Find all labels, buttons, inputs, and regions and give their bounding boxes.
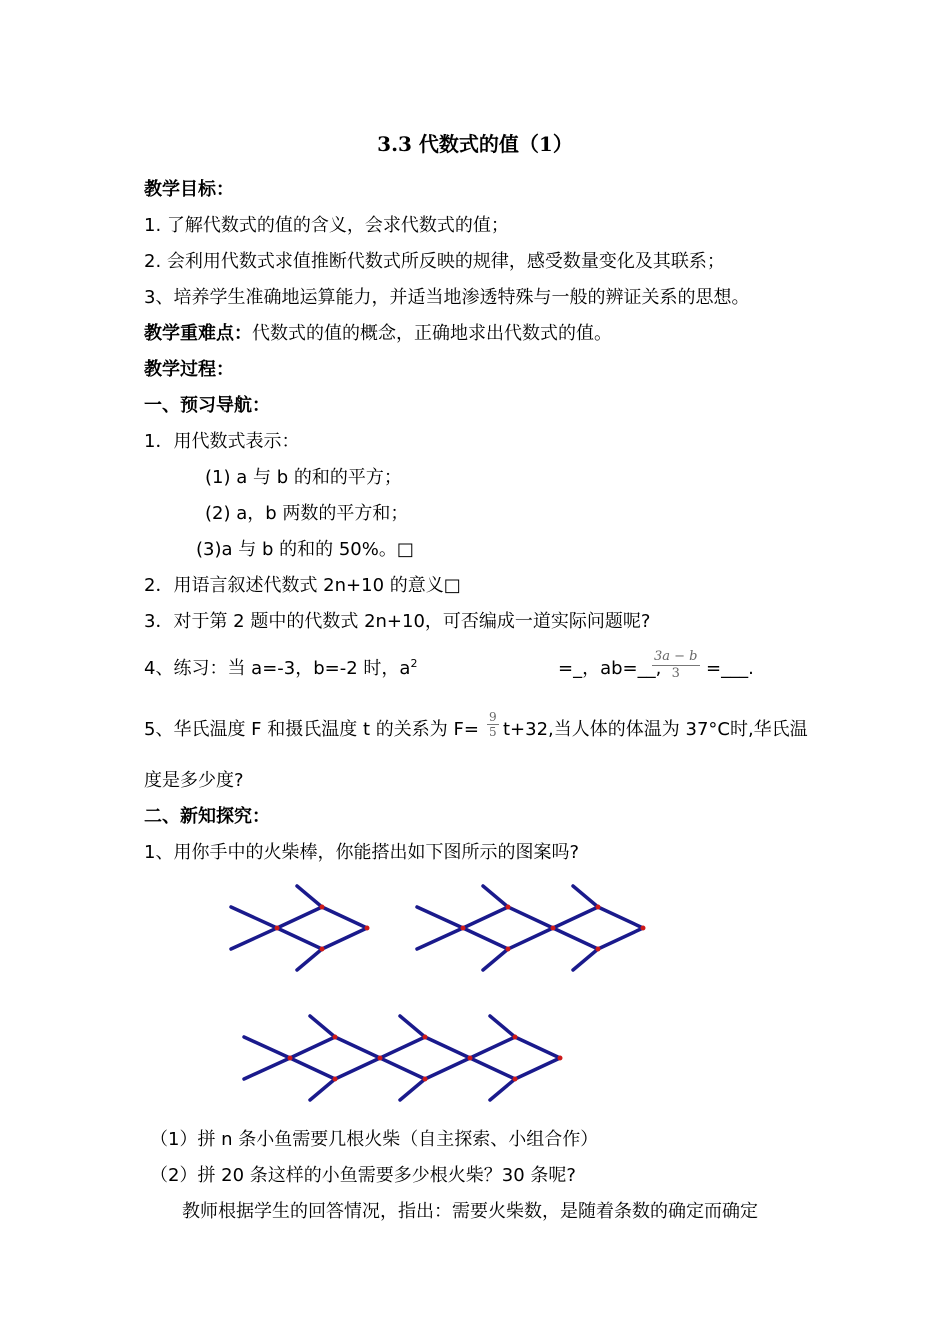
- q5-line2: 度是多少度?: [144, 770, 244, 791]
- matchstick: [322, 907, 367, 928]
- matchstick: [297, 949, 322, 970]
- matchstick: [380, 1058, 425, 1079]
- matchstick: [598, 907, 643, 928]
- matchstick: [310, 1016, 335, 1037]
- matchstick: [508, 928, 553, 949]
- match-head: [423, 1077, 428, 1082]
- matchstick: [335, 1037, 380, 1058]
- q5-fraction-denominator: 5: [489, 725, 497, 739]
- section2-question-1: 1、用你手中的火柴棒，你能搭出如下图所示的图案吗?: [144, 842, 580, 863]
- q4-fraction-numerator: 3a − b: [654, 649, 698, 664]
- goal-item: 2. 会利用代数式求值推断代数式所反映的规律，感受数量变化及其联系；: [144, 251, 725, 272]
- section2-sub-2: （2）拼 20 条这样的小鱼需要多少根火柴？30 条呢?: [150, 1165, 576, 1186]
- matchstick: [244, 1058, 290, 1079]
- match-head: [275, 926, 280, 931]
- match-head: [596, 905, 601, 910]
- match-head: [333, 1035, 338, 1040]
- matchstick: [277, 907, 322, 928]
- match-head: [320, 905, 325, 910]
- matchstick: [417, 928, 463, 949]
- match-head: [333, 1077, 338, 1082]
- matchstick: [425, 1058, 470, 1079]
- question-3: 3．对于第 2 题中的代数式 2n+10，可否编成一道实际问题呢?: [144, 611, 651, 632]
- matchstick: [598, 928, 643, 949]
- section1-heading: 一、预习导航：: [144, 395, 270, 416]
- fish-pattern-2: [417, 886, 646, 970]
- goal-item: 1. 了解代数式的值的含义，会求代数式的值；: [144, 215, 509, 236]
- match-head: [320, 947, 325, 952]
- match-head: [365, 926, 370, 931]
- q4-fraction-denominator: 3: [671, 666, 680, 681]
- match-head: [506, 905, 511, 910]
- matchstick: [553, 928, 598, 949]
- matchstick: [490, 1079, 515, 1100]
- matchstick: [290, 1037, 335, 1058]
- matchstick: [244, 1037, 290, 1058]
- matchstick: [231, 928, 277, 949]
- matchstick: [297, 886, 322, 907]
- question-1-item: (1) a 与 b 的和的平方；: [205, 467, 402, 488]
- matchstick: [483, 886, 508, 907]
- q5-prefix: 5、华氏温度 F 和摄氏温度 t 的关系为 F=: [144, 719, 479, 740]
- matchstick: [463, 907, 508, 928]
- matchstick: [573, 949, 598, 970]
- match-head: [513, 1035, 518, 1040]
- matchstick: [322, 928, 367, 949]
- matchstick: [231, 907, 277, 928]
- q4-prefix: 4、练习：当 a=-3，b=-2 时，a: [144, 658, 411, 679]
- matchstick: [277, 928, 322, 949]
- process-heading: 教学过程：: [144, 359, 234, 380]
- matchstick: [335, 1058, 380, 1079]
- q4-exponent: 2: [410, 657, 418, 670]
- match-head: [596, 947, 601, 952]
- match-head: [513, 1077, 518, 1082]
- matchstick: [573, 886, 598, 907]
- section2-note: 教师根据学生的回答情况，指出：需要火柴数，是随着条数的确定而确定: [182, 1201, 758, 1222]
- section2-heading: 二、新知探究：: [144, 806, 270, 827]
- match-head: [558, 1056, 563, 1061]
- match-head: [641, 926, 646, 931]
- matchstick: [515, 1037, 560, 1058]
- matchstick: [490, 1016, 515, 1037]
- key-points-text: 代数式的值的概念，正确地求出代数式的值。: [252, 323, 612, 344]
- question-1-item: (2) a，b 两数的平方和；: [205, 503, 409, 524]
- matchstick: [483, 949, 508, 970]
- matchstick: [515, 1058, 560, 1079]
- match-head: [551, 926, 556, 931]
- matchstick: [417, 907, 463, 928]
- matchstick: [470, 1037, 515, 1058]
- goals-heading: 教学目标：: [144, 179, 234, 200]
- match-head: [423, 1035, 428, 1040]
- matchstick: [508, 907, 553, 928]
- question-1: 1．用代数式表示：: [144, 431, 300, 452]
- section2-sub-1: （1）拼 n 条小鱼需要几根火柴（自主探索、小组合作）: [150, 1129, 599, 1150]
- match-head: [468, 1056, 473, 1061]
- q5-suffix: t+32,当人体的体温为 37°C时,华氏温: [503, 719, 808, 740]
- match-head: [461, 926, 466, 931]
- key-points-label: 教学重难点：: [144, 323, 252, 344]
- q5-fraction-numerator: 9: [489, 710, 497, 724]
- match-head: [378, 1056, 383, 1061]
- q4-suffix: =___.: [706, 658, 754, 679]
- match-head: [288, 1056, 293, 1061]
- matchstick: [470, 1058, 515, 1079]
- matchstick: [380, 1037, 425, 1058]
- fish-pattern-3: [244, 1016, 563, 1100]
- matchstick: [463, 928, 508, 949]
- fish-pattern-1: [231, 886, 370, 970]
- match-head: [506, 947, 511, 952]
- matchstick: [310, 1079, 335, 1100]
- matchstick: [400, 1016, 425, 1037]
- matchstick: [553, 907, 598, 928]
- page-title: 3.3 代数式的值（1）: [377, 132, 573, 156]
- question-1-item: (3)a 与 b 的和的 50%。□: [196, 539, 414, 560]
- goal-item: 3、培养学生准确地运算能力，并适当地渗透特殊与一般的辨证关系的思想。: [144, 287, 750, 308]
- matchstick: [400, 1079, 425, 1100]
- matchstick: [290, 1058, 335, 1079]
- question-2: 2．用语言叙述代数式 2n+10 的意义□: [144, 575, 461, 596]
- matchstick: [425, 1037, 470, 1058]
- q4-mid: =_，ab=__,: [558, 658, 662, 679]
